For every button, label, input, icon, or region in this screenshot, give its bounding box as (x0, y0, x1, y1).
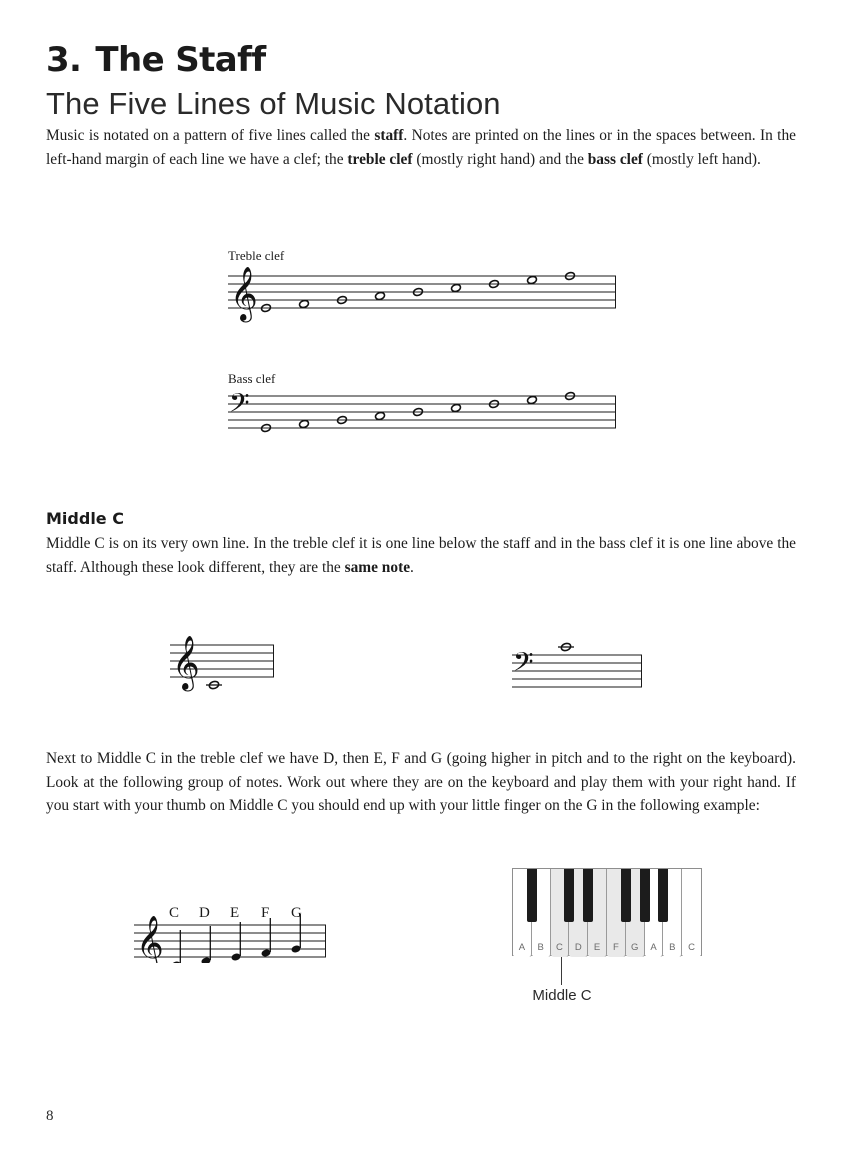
section-heading-middle-c: Middle C (46, 509, 124, 528)
piano-key-letter: A (518, 942, 526, 953)
bass-staff-label: Bass clef (228, 371, 276, 386)
bass-staff-figure (228, 388, 618, 453)
svg-text:𝄞: 𝄞 (230, 266, 258, 321)
intro-text-2: . Notes are printed on the lines or in the spaces between. In the left-hand margin of each line we have a clef; the (46, 127, 796, 168)
page-subtitle: The Five Lines of Music Notation (46, 86, 501, 121)
treble-staff-figure (228, 266, 618, 331)
piano-key-letter: E (593, 942, 601, 953)
term-bass-clef: bass clef (587, 150, 643, 168)
piano-black-key-2[interactable] (564, 869, 574, 922)
piano-keyboard-diagram (512, 868, 702, 956)
piano-key-letter: B (537, 942, 544, 953)
page-number: 8 (46, 1108, 54, 1124)
piano-key-letter: A (650, 942, 657, 953)
piano-black-key-7[interactable] (658, 869, 668, 922)
middle-c-bass-figure (512, 633, 652, 698)
piano-key-letter: G (631, 942, 639, 953)
middle-c-text-1: Middle C is on its very own line. In the treble clef it is one line below the staff and in the bass clef it is one line above the staff. Although these look different, they are the (46, 535, 796, 576)
bass-staff-svg (228, 388, 618, 448)
svg-text:𝄞: 𝄞 (172, 635, 200, 690)
intro-text-4: (mostly left hand). (642, 150, 761, 168)
middle-c-treble-figure (170, 633, 280, 698)
intro-text-3: (mostly right hand) and the (412, 150, 588, 168)
svg-text:𝄢: 𝄢 (229, 388, 250, 425)
chapter-title: The Staff (95, 40, 266, 80)
intro-text-1: Music is notated on a pattern of five lines called the (46, 127, 375, 144)
piano-key-letter: C (556, 942, 563, 953)
page-title (46, 40, 266, 80)
middle-c-bass-svg (512, 633, 652, 693)
keyboard-paragraph: Next to Middle C in the treble clef we have D, then E, F and G (going higher in pitch and to the right on the keyboard). Look at the following group of notes. Work out where they are on the keyboard and play them with your right hand. If you start with your thumb on Middle C you should end up with your little finger on the G in the following example: (46, 750, 796, 814)
note-label-d: D (199, 905, 210, 921)
middle-c-paragraph (46, 532, 796, 579)
piano-white-key-c-9[interactable] (682, 869, 701, 957)
piano-black-key-6[interactable] (640, 869, 650, 922)
note-label-c: C (169, 905, 180, 921)
piano-key-letter: B (669, 942, 676, 953)
piano-key-letter: C (688, 942, 696, 953)
middle-c-treble-svg (170, 633, 280, 693)
svg-text:𝄢: 𝄢 (513, 646, 534, 684)
treble-staff-label: Treble clef (228, 248, 285, 263)
piano-black-key-5[interactable] (621, 869, 631, 922)
svg-text:𝄞: 𝄞 (136, 915, 164, 963)
note-label-e: E (230, 905, 240, 921)
intro-paragraph (46, 124, 796, 171)
piano-key-letter: F (612, 942, 619, 953)
middle-c-pointer-label: Middle C (532, 987, 592, 1004)
piano-key-letter: D (574, 942, 582, 953)
chapter-number: 3. (46, 40, 82, 80)
piano-black-key-3[interactable] (583, 869, 593, 922)
term-staff: staff (374, 127, 404, 144)
term-treble-clef: treble clef (347, 150, 413, 168)
note-label-g: G (291, 905, 302, 921)
note-label-f: F (261, 905, 270, 921)
middle-c-pointer-line (561, 957, 562, 985)
piano-black-key-0[interactable] (527, 869, 537, 922)
middle-c-text-2: . (410, 558, 414, 576)
treble-staff-svg (228, 266, 618, 326)
note-letter-labels (134, 905, 339, 925)
term-same-note: same note (344, 558, 411, 576)
